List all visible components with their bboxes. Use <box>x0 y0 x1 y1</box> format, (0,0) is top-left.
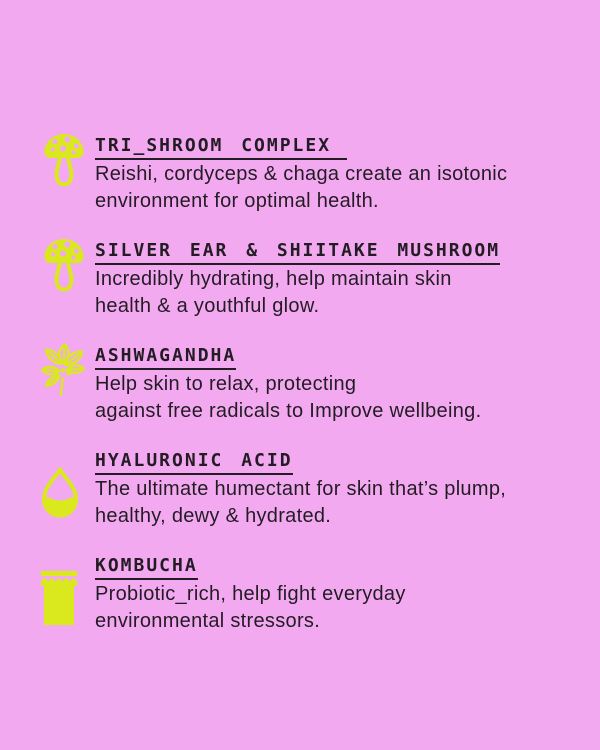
kombucha-jar-icon <box>40 571 95 625</box>
ingredient-section-tri-shroom <box>40 133 572 215</box>
water-drop-icon <box>40 466 95 518</box>
ingredient-description-line: Probiotic_rich, help fight everyday <box>95 583 406 605</box>
ingredient-section-hyaluronic-acid <box>40 448 572 530</box>
ingredient-description-line: environment for optimal health. <box>95 190 379 212</box>
mushroom-icon <box>40 133 95 187</box>
ingredient-heading: HYALURONIC ACID <box>95 448 572 474</box>
ingredient-description-line: Help skin to relax, protecting <box>95 373 357 395</box>
ingredient-section-ashwagandha <box>40 343 572 425</box>
mushroom-icon <box>40 238 95 292</box>
ingredient-description-line: health & a youthful glow. <box>95 295 320 317</box>
ingredient-heading: TRI_SHROOM COMPLEX <box>95 133 572 159</box>
ingredient-heading: SILVER EAR & SHIITAKE MUSHROOM <box>95 238 572 264</box>
ingredient-description-line: against free radicals to Improve wellbeing. <box>95 400 482 422</box>
ashwagandha-leaf-icon <box>40 343 95 397</box>
ingredient-description-line: Reishi, cordyceps & chaga create an isotonic <box>95 163 508 185</box>
ingredient-heading: KOMBUCHA <box>95 553 572 579</box>
ingredient-description-line: healthy, dewy & hydrated. <box>95 505 332 527</box>
ingredient-section-silver-ear-shiitake <box>40 238 572 320</box>
ingredient-description-line: The ultimate humectant for skin that’s plump, <box>95 478 507 500</box>
ingredient-description-line: Incredibly hydrating, help maintain skin <box>95 268 452 290</box>
ingredient-description-line: environmental stressors. <box>95 610 321 632</box>
ingredient-section-kombucha <box>40 553 572 635</box>
ingredient-heading: ASHWAGANDHA <box>95 343 572 369</box>
